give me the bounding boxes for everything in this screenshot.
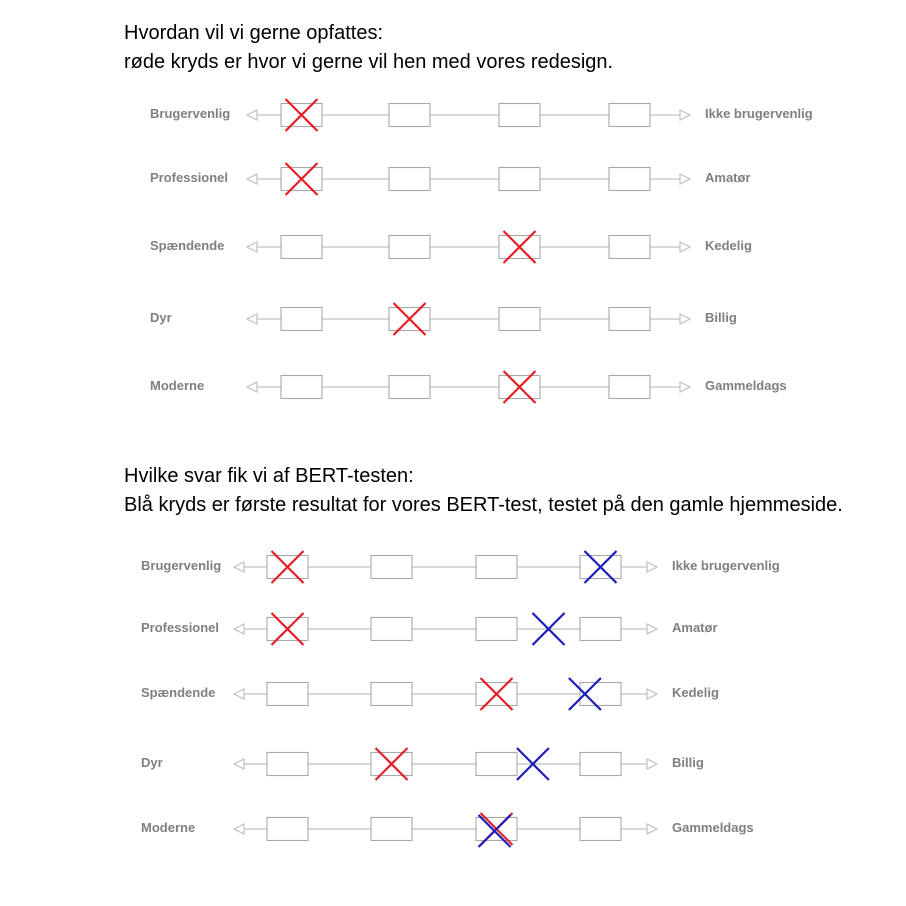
result-arrow-right-icon	[647, 689, 657, 699]
result-scale-box	[371, 618, 412, 641]
result-arrow-right-icon	[647, 759, 657, 769]
result-right-label: Gammeldags	[672, 820, 754, 835]
target-right-label: Kedelig	[705, 238, 752, 253]
section2-subtitle: Blå kryds er første resultat for vores BERT-test, testet på den gamle hjemmeside.	[124, 494, 843, 516]
result-scale-box	[267, 683, 308, 706]
result-left-label: Spændende	[141, 685, 216, 700]
section1-subtitle: røde kryds er hvor vi gerne vil hen med vores redesign.	[124, 51, 614, 73]
target-right-label: Billig	[705, 310, 737, 325]
result-scale-box	[371, 818, 412, 841]
target-right-label: Amatør	[705, 170, 751, 185]
target-scale-box	[389, 376, 430, 399]
result-scale-box	[371, 683, 412, 706]
target-arrow-right-icon	[680, 110, 690, 120]
result-arrow-right-icon	[647, 824, 657, 834]
result-arrow-right-icon	[647, 624, 657, 634]
target-scale-box	[499, 104, 540, 127]
result-scale-box	[580, 753, 621, 776]
target-arrow-right-icon	[680, 242, 690, 252]
section1-title: Hvordan vil vi gerne opfattes:	[124, 22, 384, 44]
target-scale-box	[389, 168, 430, 191]
target-arrow-left-icon	[247, 382, 257, 392]
result-arrow-right-icon	[647, 562, 657, 572]
target-arrow-left-icon	[247, 314, 257, 324]
result-arrow-left-icon	[234, 759, 244, 769]
result-right-label: Billig	[672, 755, 704, 770]
result-left-label: Moderne	[141, 820, 196, 835]
target-scale-box	[389, 236, 430, 259]
result-left-label: Professionel	[141, 620, 220, 635]
result-scale-box	[267, 818, 308, 841]
result-scale-box	[476, 618, 517, 641]
target-scale-box	[609, 308, 650, 331]
target-scale-box	[281, 236, 322, 259]
result-arrow-left-icon	[234, 624, 244, 634]
target-scale-box	[609, 236, 650, 259]
target-arrow-right-icon	[680, 382, 690, 392]
result-scale-box	[476, 753, 517, 776]
result-arrow-left-icon	[234, 689, 244, 699]
target-scale-box	[389, 104, 430, 127]
target-left-label: Moderne	[150, 378, 205, 393]
target-scale-box	[281, 308, 322, 331]
target-scale-box	[499, 168, 540, 191]
target-arrow-left-icon	[247, 242, 257, 252]
target-left-label: Professionel	[150, 170, 229, 185]
target-arrow-left-icon	[247, 174, 257, 184]
target-left-label: Brugervenlig	[150, 106, 231, 121]
result-right-label: Ikke brugervenlig	[672, 558, 780, 573]
result-scale-box	[580, 618, 621, 641]
result-scale-box	[476, 556, 517, 579]
target-right-label: Ikke brugervenlig	[705, 106, 813, 121]
result-left-label: Brugervenlig	[141, 558, 222, 573]
result-scale-box	[267, 753, 308, 776]
target-scale-box	[499, 308, 540, 331]
section2-title: Hvilke svar fik vi af BERT-testen:	[124, 465, 414, 487]
result-right-label: Amatør	[672, 620, 718, 635]
result-arrow-left-icon	[234, 824, 244, 834]
result-left-label: Dyr	[141, 755, 163, 770]
target-left-label: Dyr	[150, 310, 172, 325]
result-arrow-left-icon	[234, 562, 244, 572]
target-left-label: Spændende	[150, 238, 225, 253]
result-right-label: Kedelig	[672, 685, 719, 700]
target-scale-box	[609, 104, 650, 127]
target-arrow-left-icon	[247, 110, 257, 120]
target-right-label: Gammeldags	[705, 378, 787, 393]
target-scale-box	[609, 376, 650, 399]
result-scale-box	[371, 556, 412, 579]
target-scale-box	[609, 168, 650, 191]
target-arrow-right-icon	[680, 174, 690, 184]
result-scale-box	[580, 818, 621, 841]
target-scale-box	[281, 376, 322, 399]
target-arrow-right-icon	[680, 314, 690, 324]
